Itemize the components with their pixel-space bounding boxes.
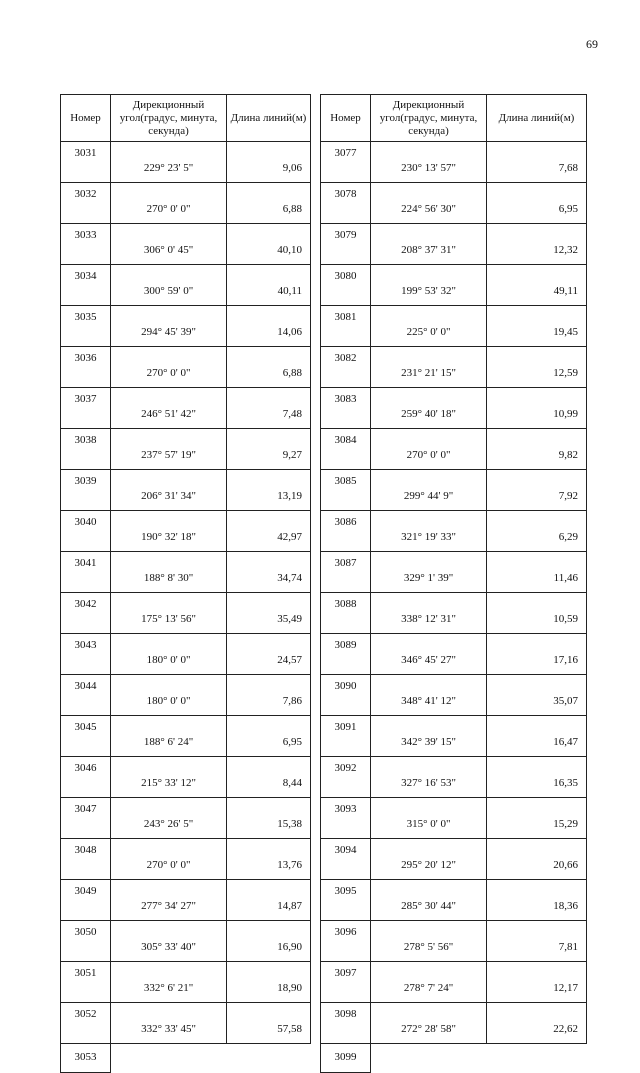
table-row [321, 1003, 587, 1044]
table-row [61, 224, 311, 265]
directional-angle: 270° 0' 0" [371, 429, 487, 470]
directional-angle: 246° 51' 42" [111, 388, 227, 429]
table-row [61, 675, 311, 716]
point-number: 3096 [321, 921, 371, 962]
directional-angle: 229° 23' 5" [111, 142, 227, 183]
directional-angle: 188° 6' 24" [111, 716, 227, 757]
directional-angle: 199° 53' 32" [371, 265, 487, 306]
line-length: 22,62 [487, 1003, 587, 1044]
table-row [61, 1003, 311, 1044]
point-number: 3041 [61, 552, 111, 593]
line-length: 16,90 [227, 921, 311, 962]
table-row [61, 429, 311, 470]
line-length: 13,19 [227, 470, 311, 511]
directional-angle: 306° 0' 45" [111, 224, 227, 265]
point-number: 3038 [61, 429, 111, 470]
directional-angle: 348° 41' 12" [371, 675, 487, 716]
directional-angle: 270° 0' 0" [111, 347, 227, 388]
point-number: 3042 [61, 593, 111, 634]
table-row [321, 839, 587, 880]
table-row [61, 470, 311, 511]
point-number: 3033 [61, 224, 111, 265]
table-row [61, 839, 311, 880]
table-row [61, 183, 311, 224]
point-number: 3088 [321, 593, 371, 634]
line-length: 6,29 [487, 511, 587, 552]
table-row [321, 921, 587, 962]
table-row [321, 347, 587, 388]
line-length: 11,46 [487, 552, 587, 593]
directional-angle: 346° 45' 27" [371, 634, 487, 675]
point-number: 3046 [61, 757, 111, 798]
table-row-last-point [61, 1044, 311, 1073]
point-number: 3047 [61, 798, 111, 839]
directional-angle: 180° 0' 0" [111, 634, 227, 675]
table-row [61, 347, 311, 388]
point-number: 3094 [321, 839, 371, 880]
table-row [61, 306, 311, 347]
directional-angle: 215° 33' 12" [111, 757, 227, 798]
line-length: 40,11 [227, 265, 311, 306]
directional-angle: 315° 0' 0" [371, 798, 487, 839]
line-length: 7,86 [227, 675, 311, 716]
point-number: 3083 [321, 388, 371, 429]
line-length: 6,95 [227, 716, 311, 757]
line-length: 9,06 [227, 142, 311, 183]
directional-angle: 329° 1' 39" [371, 552, 487, 593]
directional-angle: 305° 33' 40" [111, 921, 227, 962]
point-number: 3086 [321, 511, 371, 552]
point-number: 3098 [321, 1003, 371, 1044]
line-length: 14,87 [227, 880, 311, 921]
point-number: 3040 [61, 511, 111, 552]
table-row [321, 593, 587, 634]
point-number: 3087 [321, 552, 371, 593]
directional-angle: 175° 13' 56" [111, 593, 227, 634]
directional-angle: 224° 56' 30" [371, 183, 487, 224]
line-length: 19,45 [487, 306, 587, 347]
point-number: 3081 [321, 306, 371, 347]
line-length: 7,68 [487, 142, 587, 183]
line-length: 16,47 [487, 716, 587, 757]
table-row [61, 593, 311, 634]
point-number: 3097 [321, 962, 371, 1003]
point-number: 3044 [61, 675, 111, 716]
point-number: 3095 [321, 880, 371, 921]
directional-angle: 321° 19' 33" [371, 511, 487, 552]
line-length: 7,48 [227, 388, 311, 429]
directional-angle: 295° 20' 12" [371, 839, 487, 880]
table-row [61, 634, 311, 675]
point-number: 3080 [321, 265, 371, 306]
page-number: 69 [586, 37, 598, 51]
line-length: 7,81 [487, 921, 587, 962]
line-length: 35,07 [487, 675, 587, 716]
line-length: 10,59 [487, 593, 587, 634]
table-row [321, 224, 587, 265]
header-length: Длина линий(м) [227, 95, 311, 142]
line-length: 10,99 [487, 388, 587, 429]
point-number: 3048 [61, 839, 111, 880]
point-number: 3091 [321, 716, 371, 757]
line-length: 35,49 [227, 593, 311, 634]
table-row [321, 675, 587, 716]
point-number: 3082 [321, 347, 371, 388]
point-number: 3036 [61, 347, 111, 388]
header-number: Номер [61, 95, 111, 142]
directional-angle: 300° 59' 0" [111, 265, 227, 306]
table-row [61, 716, 311, 757]
point-number: 3084 [321, 429, 371, 470]
line-length: 12,17 [487, 962, 587, 1003]
line-length: 12,59 [487, 347, 587, 388]
line-length: 17,16 [487, 634, 587, 675]
directional-angle: 231° 21' 15" [371, 347, 487, 388]
table-row-last-point [321, 1044, 587, 1073]
point-number: 3052 [61, 1003, 111, 1044]
point-number: 3037 [61, 388, 111, 429]
directional-angle: 188° 8' 30" [111, 552, 227, 593]
line-length: 57,58 [227, 1003, 311, 1044]
line-length: 15,29 [487, 798, 587, 839]
line-length: 14,06 [227, 306, 311, 347]
table-row [321, 798, 587, 839]
table-row [321, 880, 587, 921]
table-row [321, 265, 587, 306]
directional-angle: 332° 33' 45" [111, 1003, 227, 1044]
directional-angle: 338° 12' 31" [371, 593, 487, 634]
table-row [321, 552, 587, 593]
line-length: 6,88 [227, 347, 311, 388]
line-length: 42,97 [227, 511, 311, 552]
point-number: 3032 [61, 183, 111, 224]
directional-angle: 270° 0' 0" [111, 839, 227, 880]
table-row [61, 962, 311, 1003]
point-number: 3034 [61, 265, 111, 306]
directional-angle: 190° 32' 18" [111, 511, 227, 552]
directional-angle: 278° 7' 24" [371, 962, 487, 1003]
line-length: 15,38 [227, 798, 311, 839]
table-row [61, 921, 311, 962]
line-length: 7,92 [487, 470, 587, 511]
line-length: 6,88 [227, 183, 311, 224]
line-length: 24,57 [227, 634, 311, 675]
table-row [321, 429, 587, 470]
line-length: 18,36 [487, 880, 587, 921]
table-row [61, 798, 311, 839]
line-length: 9,27 [227, 429, 311, 470]
table-row [321, 962, 587, 1003]
directional-angle: 270° 0' 0" [111, 183, 227, 224]
point-number: 3045 [61, 716, 111, 757]
coordinates-table-right [320, 94, 587, 1073]
directional-angle: 299° 44' 9" [371, 470, 487, 511]
coordinates-table-left [60, 94, 311, 1073]
directional-angle: 342° 39' 15" [371, 716, 487, 757]
table-row [321, 470, 587, 511]
table-row [321, 716, 587, 757]
point-number: 3090 [321, 675, 371, 716]
table-header-row [61, 95, 311, 142]
table-row [321, 511, 587, 552]
table-row [61, 757, 311, 798]
table-row [321, 634, 587, 675]
point-number: 3039 [61, 470, 111, 511]
directional-angle: 327° 16' 53" [371, 757, 487, 798]
table-row [321, 142, 587, 183]
line-length: 12,32 [487, 224, 587, 265]
directional-angle: 208° 37' 31" [371, 224, 487, 265]
line-length: 13,76 [227, 839, 311, 880]
header-angle: Дирекционный угол(градус, минута, секунда) [371, 95, 487, 142]
point-number: 3089 [321, 634, 371, 675]
point-number: 3049 [61, 880, 111, 921]
table-row [61, 880, 311, 921]
point-number: 3031 [61, 142, 111, 183]
point-number: 3079 [321, 224, 371, 265]
directional-angle: 277° 34' 27" [111, 880, 227, 921]
header-number: Номер [321, 95, 371, 142]
line-length: 40,10 [227, 224, 311, 265]
table-header-row [321, 95, 587, 142]
line-length: 34,74 [227, 552, 311, 593]
point-number: 3092 [321, 757, 371, 798]
header-length: Длина линий(м) [487, 95, 587, 142]
line-length: 8,44 [227, 757, 311, 798]
directional-angle: 243° 26' 5" [111, 798, 227, 839]
directional-angle: 230° 13' 57" [371, 142, 487, 183]
directional-angle: 272° 28' 58" [371, 1003, 487, 1044]
table-row [321, 183, 587, 224]
table-row [61, 552, 311, 593]
point-number: 3053 [61, 1044, 111, 1073]
directional-angle: 206° 31' 34" [111, 470, 227, 511]
line-length: 16,35 [487, 757, 587, 798]
point-number: 3035 [61, 306, 111, 347]
directional-angle: 259° 40' 18" [371, 388, 487, 429]
line-length: 18,90 [227, 962, 311, 1003]
directional-angle: 285° 30' 44" [371, 880, 487, 921]
point-number: 3099 [321, 1044, 371, 1073]
directional-angle: 278° 5' 56" [371, 921, 487, 962]
table-row [61, 142, 311, 183]
directional-angle: 180° 0' 0" [111, 675, 227, 716]
point-number: 3043 [61, 634, 111, 675]
table-row [61, 265, 311, 306]
header-angle: Дирекционный угол(градус, минута, секунда) [111, 95, 227, 142]
line-length: 20,66 [487, 839, 587, 880]
directional-angle: 294° 45' 39" [111, 306, 227, 347]
point-number: 3077 [321, 142, 371, 183]
table-row [321, 757, 587, 798]
table-row [321, 306, 587, 347]
line-length: 49,11 [487, 265, 587, 306]
line-length: 6,95 [487, 183, 587, 224]
point-number: 3093 [321, 798, 371, 839]
line-length: 9,82 [487, 429, 587, 470]
table-row [61, 511, 311, 552]
directional-angle: 225° 0' 0" [371, 306, 487, 347]
table-row [61, 388, 311, 429]
point-number: 3050 [61, 921, 111, 962]
point-number: 3051 [61, 962, 111, 1003]
directional-angle: 237° 57' 19" [111, 429, 227, 470]
table-row [321, 388, 587, 429]
point-number: 3078 [321, 183, 371, 224]
point-number: 3085 [321, 470, 371, 511]
directional-angle: 332° 6' 21" [111, 962, 227, 1003]
